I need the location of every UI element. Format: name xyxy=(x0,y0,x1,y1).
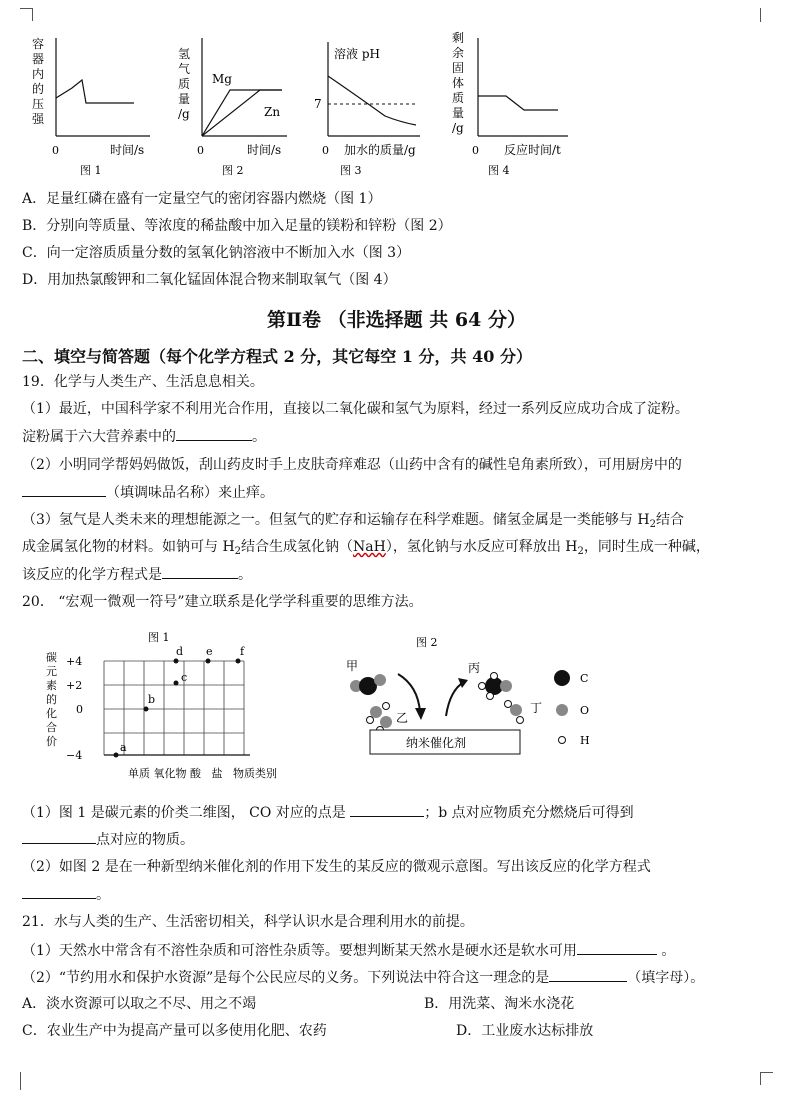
figure-3-curve xyxy=(328,76,416,125)
option-a: A．足量红磷在盛有一定量空气的密闭容器内燃烧（图 1） xyxy=(22,191,382,207)
svg-text:b: b xyxy=(148,693,156,706)
q19-p1b: 淀粉属于六大营养素中的 。 xyxy=(22,426,266,447)
svg-text:强: 强 xyxy=(32,112,45,126)
svg-text:Mg: Mg xyxy=(212,72,232,86)
volume-title: 第Ⅱ卷 （非选择题 共 64 分） xyxy=(267,309,526,331)
svg-text:0: 0 xyxy=(52,144,59,157)
svg-text:质: 质 xyxy=(452,91,465,105)
answer-blank[interactable] xyxy=(162,564,238,579)
q20-figure-2 xyxy=(340,630,640,760)
option-d: D．用加热氯酸钾和二氧化锰固体混合物来制取氧气（图 4） xyxy=(22,272,397,288)
svg-text:元: 元 xyxy=(46,665,57,678)
q20-p2b: 。 xyxy=(22,884,110,905)
svg-text:/g: /g xyxy=(452,121,464,135)
svg-text:加水的质量/g: 加水的质量/g xyxy=(344,143,416,157)
svg-text:的: 的 xyxy=(32,82,45,96)
svg-text:Zn: Zn xyxy=(264,105,281,119)
svg-text:剩: 剩 xyxy=(452,31,465,45)
molecule-ding xyxy=(505,701,524,724)
svg-text:图 4: 图 4 xyxy=(488,164,510,177)
q21-stem: 21．水与人类的生产、生活密切相关，科学认识水是合理利用水的前提。 xyxy=(22,914,474,930)
svg-text:+2: +2 xyxy=(66,679,83,692)
q19-p3a: （3）氢气是人类未来的理想能源之一。但氢气的贮存和运输存在科学难题。储氢金属是一类能够与 $H_2$结合 xyxy=(22,512,684,530)
svg-text:的: 的 xyxy=(46,693,57,706)
figure-4-solid-mass xyxy=(450,28,580,178)
svg-text:时间/s: 时间/s xyxy=(110,143,145,157)
svg-text:d: d xyxy=(176,645,184,658)
svg-text:/g: /g xyxy=(178,107,190,121)
molecule-jia xyxy=(350,674,386,695)
q20-p1a: （1）图 1 是碳元素的价类二维图， CO 对应的点是 ；b 点对应物质充分燃烧后可得到 xyxy=(22,802,634,823)
q21-p2: （2）“节约用水和保护水资源”是每个公民应尽的义务。下列说法中符合这一理念的是 （填字母）。 xyxy=(22,967,704,988)
svg-text:图 3: 图 3 xyxy=(340,164,362,177)
svg-text:固: 固 xyxy=(452,61,465,75)
option-c: C．向一定溶质质量分数的氢氧化钠溶液中不断加入水（图 3） xyxy=(22,245,411,261)
svg-text:H: H xyxy=(580,734,590,747)
svg-text:O: O xyxy=(580,704,590,717)
q21-option-c: C．农业生产中为提高产量可以多使用化肥、农药 xyxy=(22,1023,327,1039)
svg-text:图 2: 图 2 xyxy=(222,164,244,177)
svg-text:单质 氧化物 酸 盐 物质类别: 单质 氧化物 酸 盐 物质类别 xyxy=(128,767,277,780)
answer-blank[interactable] xyxy=(549,967,627,982)
svg-text:素: 素 xyxy=(46,679,57,692)
figure-3-ph xyxy=(300,28,430,178)
answer-blank[interactable] xyxy=(577,940,657,955)
figure-1-curve xyxy=(56,80,134,103)
q21-option-d: D．工业废水达标排放 xyxy=(456,1023,594,1039)
svg-text:碳: 碳 xyxy=(46,651,57,664)
section-title: 二、填空与简答题（每个化学方程式 2 分，其它每空 1 分，共 40 分） xyxy=(22,347,532,366)
svg-text:余: 余 xyxy=(452,46,465,60)
svg-text:压: 压 xyxy=(32,97,45,111)
svg-text:质: 质 xyxy=(178,77,191,91)
svg-text:氢: 氢 xyxy=(178,47,191,61)
svg-text:器: 器 xyxy=(32,52,45,66)
svg-text:a: a xyxy=(120,741,127,754)
q19-p2a: （2）小明同学帮妈妈做饭，刮山药皮时手上皮肤奇痒难忍（山药中含有的碱性皂角素所致），可用厨房中的 xyxy=(22,457,682,473)
svg-text:丁: 丁 xyxy=(530,701,543,715)
svg-text:纳米催化剂: 纳米催化剂 xyxy=(406,736,467,750)
molecule-bing xyxy=(479,673,513,700)
svg-text:内: 内 xyxy=(32,67,45,81)
corner-mark xyxy=(760,8,773,22)
q19-p3b: 成金属氢化物的材料。如钠可与 $H_2$结合生成氢化钠（NaH），氢化钠与水反应可释放出 $H_2$，同时生成一种碱， xyxy=(22,539,710,557)
figure-1-ylabel xyxy=(32,36,45,126)
svg-text:量: 量 xyxy=(178,92,191,106)
svg-text:图 1: 图 1 xyxy=(148,631,170,644)
svg-text:量: 量 xyxy=(452,106,465,120)
svg-text:0: 0 xyxy=(472,144,479,157)
svg-text:化: 化 xyxy=(46,707,57,720)
svg-text:+4: +4 xyxy=(66,655,83,668)
svg-text:反应时间/t: 反应时间/t xyxy=(504,143,561,157)
answer-blank[interactable] xyxy=(22,884,96,899)
figure-4-curve xyxy=(478,96,558,110)
molecule-yi xyxy=(367,703,393,734)
svg-text:容: 容 xyxy=(32,37,45,51)
svg-text:e: e xyxy=(206,645,213,658)
svg-text:0: 0 xyxy=(197,144,204,157)
q21-option-b: B．用洗菜、淘米水浇花 xyxy=(424,996,575,1012)
option-b: B．分别向等质量、等浓度的稀盐酸中加入足量的镁粉和锌粉（图 2） xyxy=(22,218,452,234)
corner-mark xyxy=(760,1072,773,1085)
svg-text:气: 气 xyxy=(178,62,191,76)
svg-text:−4: −4 xyxy=(66,749,83,762)
svg-text:甲: 甲 xyxy=(346,659,359,673)
corner-mark xyxy=(8,1072,21,1090)
q19-p3c: 该反应的化学方程式是 。 xyxy=(22,564,252,585)
svg-text:图 1: 图 1 xyxy=(80,164,102,177)
answer-blank[interactable] xyxy=(350,802,424,817)
q21-option-a: A．淡水资源可以取之不尽、用之不竭 xyxy=(22,996,257,1012)
svg-text:0: 0 xyxy=(322,144,329,157)
svg-text:f: f xyxy=(240,645,245,658)
answer-blank[interactable] xyxy=(176,426,252,441)
svg-text:c: c xyxy=(181,671,188,684)
svg-text:7: 7 xyxy=(314,97,322,111)
figure-1-pressure xyxy=(30,28,170,178)
q20-p1b: 点对应的物质。 xyxy=(22,829,194,850)
q21-p1: （1）天然水中常含有不溶性杂质和可溶性杂质等。要想判断某天然水是硬水还是软水可用 。 xyxy=(22,940,675,961)
corner-mark xyxy=(20,8,33,21)
answer-blank[interactable] xyxy=(22,482,106,497)
svg-text:体: 体 xyxy=(452,76,465,90)
svg-text:C: C xyxy=(580,672,589,685)
answer-blank[interactable] xyxy=(22,829,96,844)
q19-p1a: （1）最近，中国科学家不利用光合作用，直接以二氧化碳和氢气为原料，经过一系列反应成功合成了淀粉。 xyxy=(22,401,689,417)
q19-stem: 19．化学与人类生产、生活息息相关。 xyxy=(22,374,264,390)
svg-text:价: 价 xyxy=(46,735,57,748)
q19-p2b: （填调味品名称）来止痒。 xyxy=(22,482,274,503)
q20-stem: 20． “宏观一微观一符号”建立联系是化学学科重要的思维方法。 xyxy=(22,594,423,610)
q20-p2a: （2）如图 2 是在一种新型纳米催化剂的作用下发生的某反应的微观示意图。写出该反应的化学方程式 xyxy=(22,859,651,875)
figure-2-hydrogen xyxy=(172,28,302,178)
svg-text:丙: 丙 xyxy=(468,661,481,675)
svg-text:图 2: 图 2 xyxy=(416,636,438,649)
svg-text:0: 0 xyxy=(76,703,83,716)
svg-text:溶液 pH: 溶液 pH xyxy=(334,47,380,61)
svg-text:合: 合 xyxy=(46,721,57,734)
svg-text:时间/s: 时间/s xyxy=(247,143,282,157)
q20-figure-1 xyxy=(40,625,330,785)
svg-text:乙: 乙 xyxy=(396,711,409,725)
